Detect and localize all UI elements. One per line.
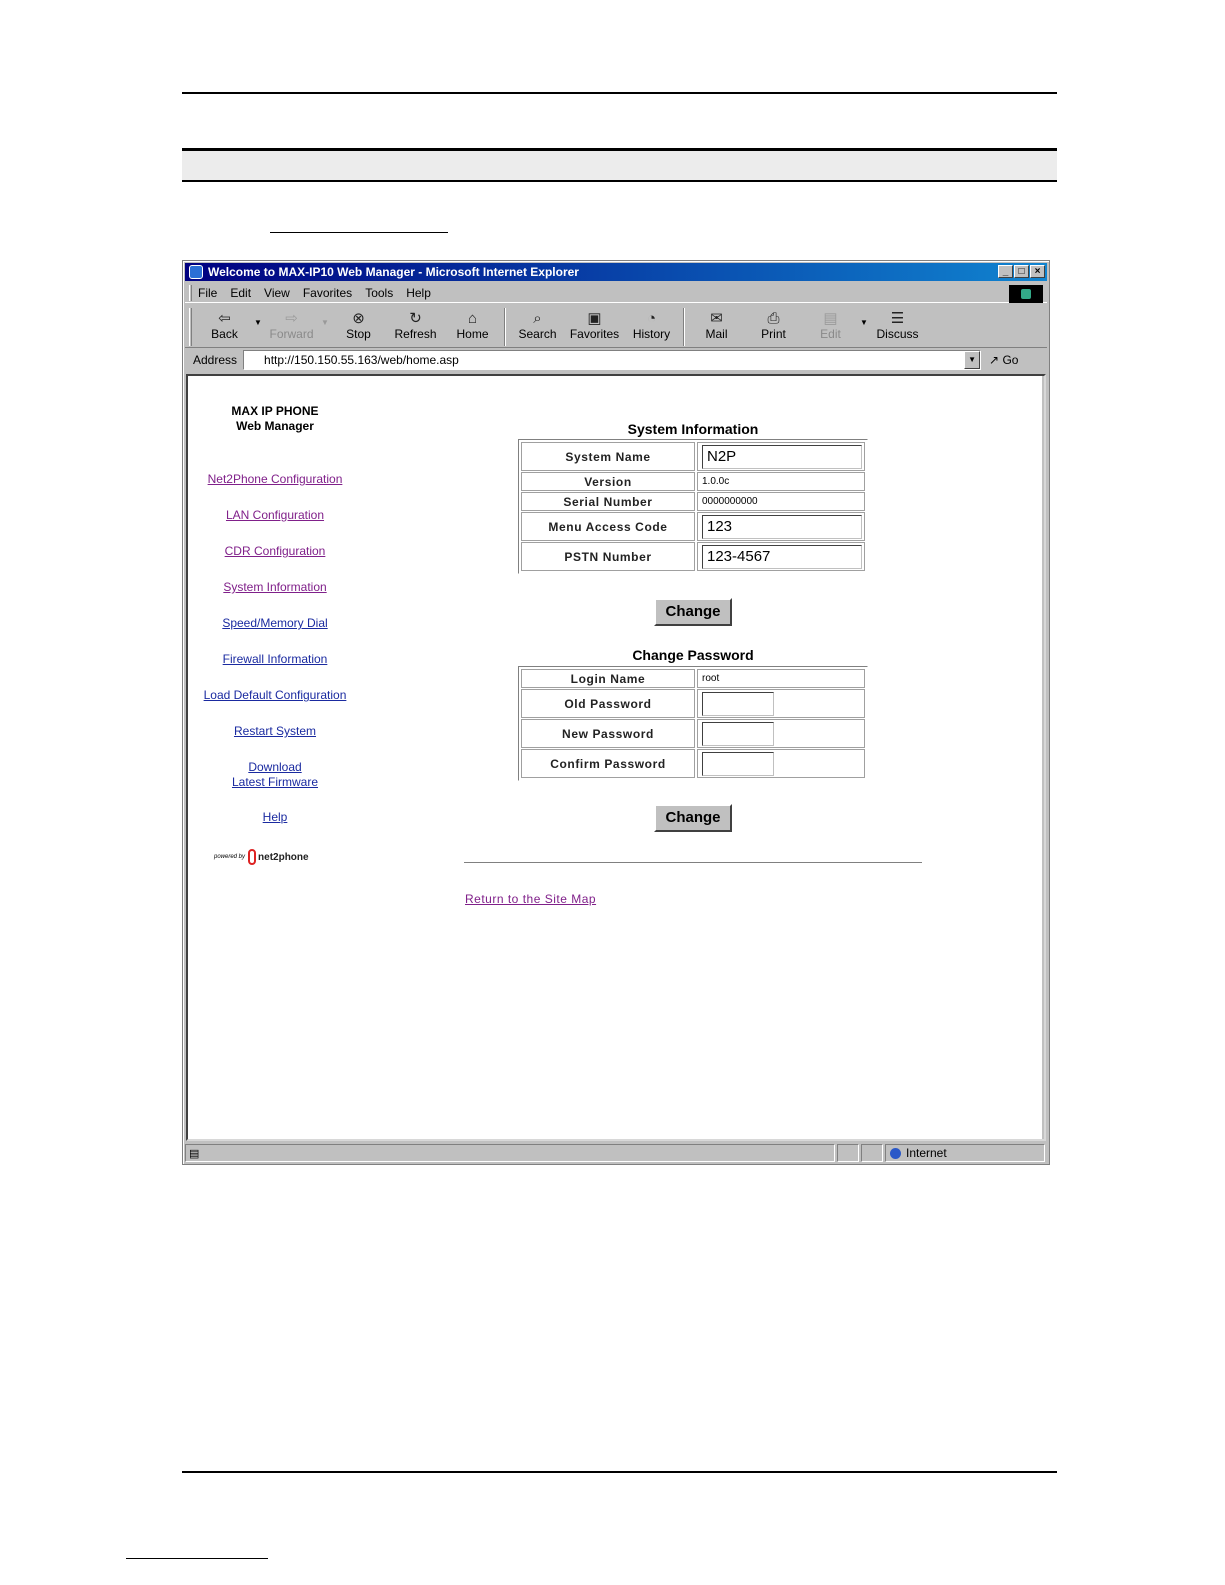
old-password-input[interactable] [702,692,774,716]
password-change-button[interactable]: Change [654,804,732,832]
standard-toolbar [185,306,1047,348]
minimize-button[interactable]: _ [998,265,1013,278]
edit-icon: ▤ [823,310,838,327]
favorites-button[interactable] [566,306,623,341]
forward-label: Forward [269,327,314,341]
status-pane [861,1144,883,1162]
sidebar-link-restart-system[interactable]: Restart System [233,724,317,738]
menu-help[interactable]: Help [406,285,431,300]
brand-line-1: MAX IP PHONE [231,404,319,418]
system-info-change-button[interactable]: Change [654,598,732,626]
pstn-number-label: PSTN Number [521,542,695,571]
heading-underline [270,232,448,233]
old-password-cell [697,689,865,718]
sidebar-brand [188,404,362,434]
window-title: Welcome to MAX-IP10 Web Manager - Microsoft Internet Explorer [208,265,579,279]
toolbar-grip [189,308,192,346]
history-icon: ◔ [646,309,657,327]
menu-favorites[interactable]: Favorites [302,285,353,300]
home-icon: ⌂ [467,309,478,327]
sidebar-link-help[interactable]: Help [262,810,288,824]
menu-access-code-input[interactable]: 123 [702,515,862,539]
address-dropdown-icon[interactable]: ▼ [964,351,980,369]
table-row [521,472,865,491]
back-button[interactable] [196,306,253,341]
viewport-edge [1042,376,1044,1139]
go-button[interactable] [989,353,1018,367]
windows-logo-icon [1009,285,1043,303]
menu-file[interactable]: File [198,285,218,300]
login-name-value: root [697,669,865,688]
net2phone-logo-icon [248,849,256,865]
version-label: Version [521,472,695,491]
edit-dropdown[interactable]: ▼ [860,318,868,327]
menu-edit[interactable]: Edit [230,285,252,300]
table-row [521,719,865,748]
close-button[interactable]: × [1030,265,1045,278]
pstn-number-input[interactable]: 123-4567 [702,545,862,569]
new-password-label: New Password [521,719,695,748]
maximize-button[interactable]: □ [1014,265,1029,278]
new-password-cell [697,719,865,748]
sidebar-link-lan-configuration[interactable]: LAN Configuration [225,508,325,522]
forward-dropdown[interactable]: ▼ [321,318,329,327]
toolbar-separator [504,308,506,346]
history-button[interactable] [623,306,680,341]
status-main-pane [185,1144,835,1162]
system-name-label: System Name [521,442,695,471]
toolbar-separator [683,308,685,346]
system-name-cell [697,442,865,471]
mail-button[interactable] [688,306,745,341]
address-url: http://150.150.55.163/web/home.asp [264,353,459,367]
menu-bar [185,283,1047,303]
table-row [521,512,865,541]
back-dropdown[interactable]: ▼ [254,318,262,327]
home-button[interactable] [444,306,501,341]
refresh-icon: ↻ [409,310,422,327]
return-to-site-map-link[interactable]: Return to the Site Map [465,892,597,906]
status-bar [185,1143,1047,1163]
sidebar-link-load-default-configuration[interactable]: Load Default Configuration [203,688,347,702]
version-value: 1.0.0c [697,472,865,491]
serial-number-value: 0000000000 [697,492,865,511]
change-password-title: Change Password [632,647,754,663]
address-input[interactable] [243,350,981,370]
mail-label: Mail [705,327,728,341]
net2phone-brand-text: net2phone [258,851,309,863]
discuss-label: Discuss [876,327,919,341]
horizontal-divider [464,862,922,864]
print-label: Print [761,327,786,341]
print-button[interactable] [745,306,802,341]
sidebar-link-system-information[interactable]: System Information [223,580,327,594]
table-row [521,542,865,571]
menu-tools[interactable]: Tools [365,285,394,300]
menu-access-code-label: Menu Access Code [521,512,695,541]
menu-access-code-cell [697,512,865,541]
new-password-input[interactable] [702,722,774,746]
back-arrow-icon: ⇦ [218,310,231,327]
browser-window [182,260,1050,1165]
table-row [521,749,865,778]
page-status-icon: ▤ [189,1147,200,1160]
pstn-number-cell [697,542,865,571]
edit-button[interactable] [802,306,859,341]
table-row [521,669,865,688]
menu-view[interactable]: View [264,285,290,300]
status-pane [837,1144,859,1162]
header-band [182,148,1057,182]
back-label: Back [211,327,238,341]
title-bar [185,263,1047,281]
stop-icon: ⊗ [352,310,365,327]
go-arrow-icon: ↗ [989,353,1000,367]
stop-button[interactable] [330,306,387,341]
sidebar-link-net2phone-configuration[interactable]: Net2Phone Configuration [207,472,343,486]
address-label: Address [193,353,238,367]
sidebar-link-firewall-information[interactable]: Firewall Information [222,652,328,666]
top-rule [182,92,1057,94]
address-bar [185,349,1047,371]
menu-grip [189,285,192,301]
system-information-title: System Information [627,421,759,437]
sidebar-link-cdr-configuration[interactable]: CDR Configuration [224,544,326,558]
change-password-table [518,666,868,781]
mail-icon: ✉ [710,310,723,327]
old-password-label: Old Password [521,689,695,718]
system-name-input[interactable]: N2P [702,445,862,469]
table-row [521,442,865,471]
edit-label: Edit [820,327,841,341]
status-zone-pane [885,1144,1045,1162]
forward-arrow-icon: ⇨ [285,310,298,327]
refresh-button[interactable] [387,306,444,341]
sidebar-link-latest-firmware[interactable]: Latest Firmware [231,775,319,789]
login-name-label: Login Name [521,669,695,688]
table-row [521,492,865,511]
favorites-label: Favorites [569,327,620,341]
confirm-password-input[interactable] [702,752,774,776]
print-icon: ⎙ [767,309,780,327]
search-icon: ⌕ [533,309,542,327]
forward-button[interactable] [263,306,320,341]
system-information-table [518,439,868,574]
search-label: Search [518,327,557,341]
footer-underline [126,1558,268,1559]
table-row [521,689,865,718]
stop-label: Stop [346,327,371,341]
confirm-password-label: Confirm Password [521,749,695,778]
go-label: Go [1002,353,1019,367]
bottom-rule [182,1471,1057,1473]
internet-globe-icon [890,1148,901,1159]
favorites-icon: ▣ [587,310,602,327]
powered-by-logo [214,848,338,866]
page-viewport [186,374,1046,1141]
internet-zone-label: Internet [906,1146,947,1160]
home-label: Home [456,327,489,341]
brand-line-2: Web Manager [236,419,314,433]
ie-logo-icon [189,265,203,279]
discuss-icon: ☰ [890,310,905,327]
history-label: History [632,327,671,341]
discuss-button[interactable] [869,306,926,341]
sidebar-link-download[interactable]: Download [248,760,302,774]
powered-by-text: powered by [214,854,246,860]
refresh-label: Refresh [394,327,437,341]
search-button[interactable] [509,306,566,341]
confirm-password-cell [697,749,865,778]
serial-number-label: Serial Number [521,492,695,511]
sidebar-link-speed-memory-dial[interactable]: Speed/Memory Dial [222,616,328,630]
